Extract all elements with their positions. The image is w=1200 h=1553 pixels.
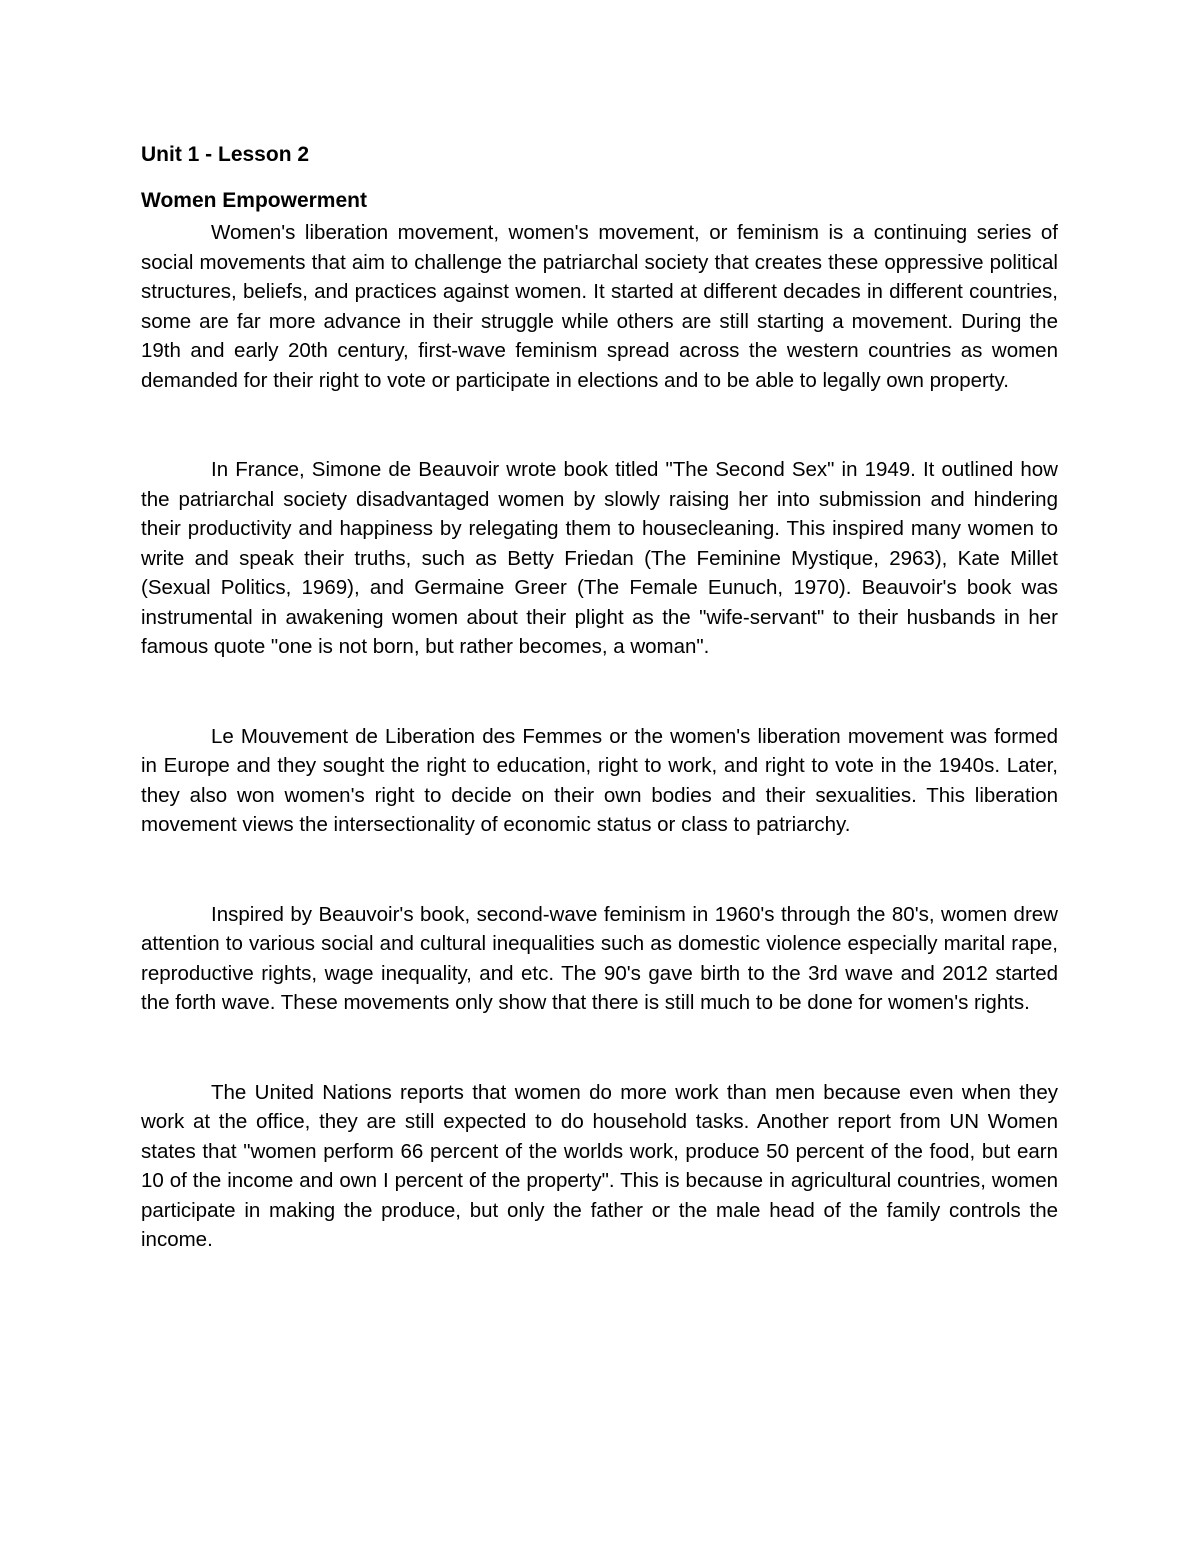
- paragraph-mlf: Le Mouvement de Liberation des Femmes or the women's liberation movement was formed in Europe and they sought the right to education, right to work, and right to vote in the 1940s. Later, they also won women's right to decide on their own bodies and their sexualities. This liberation movement views the intersectionality of economic status or class to patriarchy.: [141, 724, 1058, 836]
- document-body: [141, 140, 1058, 1255]
- paragraph-spacer: [141, 662, 1058, 722]
- lesson-title: Women Empowerment: [141, 189, 367, 212]
- paragraph-spacer: [141, 395, 1058, 455]
- paragraph-second-wave: Inspired by Beauvoir's book, second-wave feminism in 1960's through the 80's, women drew attention to various social and cultural inequalities such as domestic violence especially marital rape, reproductive rights, wage inequality, and etc. The 90's gave birth to the 3rd wave and 2012 started the forth wave. These movements only show that there is still much to be done for women's rights.: [141, 902, 1058, 1014]
- paragraph-spacer: [141, 840, 1058, 900]
- paragraph-beauvoir: In France, Simone de Beauvoir wrote book titled "The Second Sex" in 1949. It outlined how the patriarchal society disadvantaged women by slowly raising her into submission and hindering their productivity and happiness by relegating them to housecleaning. This inspired many women to write and speak their truths, such as Betty Friedan (The Feminine Mystique, 2963), Kate Millet (Sexual Politics, 1969), and Germaine Greer (The Female Eunuch, 1970). Beauvoir's book was instrumental in awakening women about their plight as the "wife-servant" to their husbands in her famous quote "one is not born, but rather becomes, a woman".: [141, 458, 1058, 658]
- paragraph-un-report: The United Nations reports that women do more work than men because even when they work at the office, they are still expected to do household tasks. Another report from UN Women states that "women perform 66 percent of the worlds work, produce 50 percent of the food, but earn 10 of the income and own I percent of the property". This is because in agricultural countries, women participate in making the produce, but only the father or the male head of the family controls the income.: [141, 1080, 1058, 1251]
- unit-title: Unit 1 - Lesson 2: [141, 143, 310, 166]
- paragraph-feminism-intro: Women's liberation movement, women's movement, or feminism is a continuing series of social movements that aim to challenge the patriarchal society that creates these oppressive political structures, beliefs, and practices against women. It started at different decades in different countries, some are far more advance in their struggle while others are still starting a movement. During the 19th and early 20th century, first-wave feminism spread across the western countries as women demanded for their right to vote or participate in elections and to be able to legally own property.: [141, 221, 1058, 392]
- paragraph-spacer: [141, 1018, 1058, 1078]
